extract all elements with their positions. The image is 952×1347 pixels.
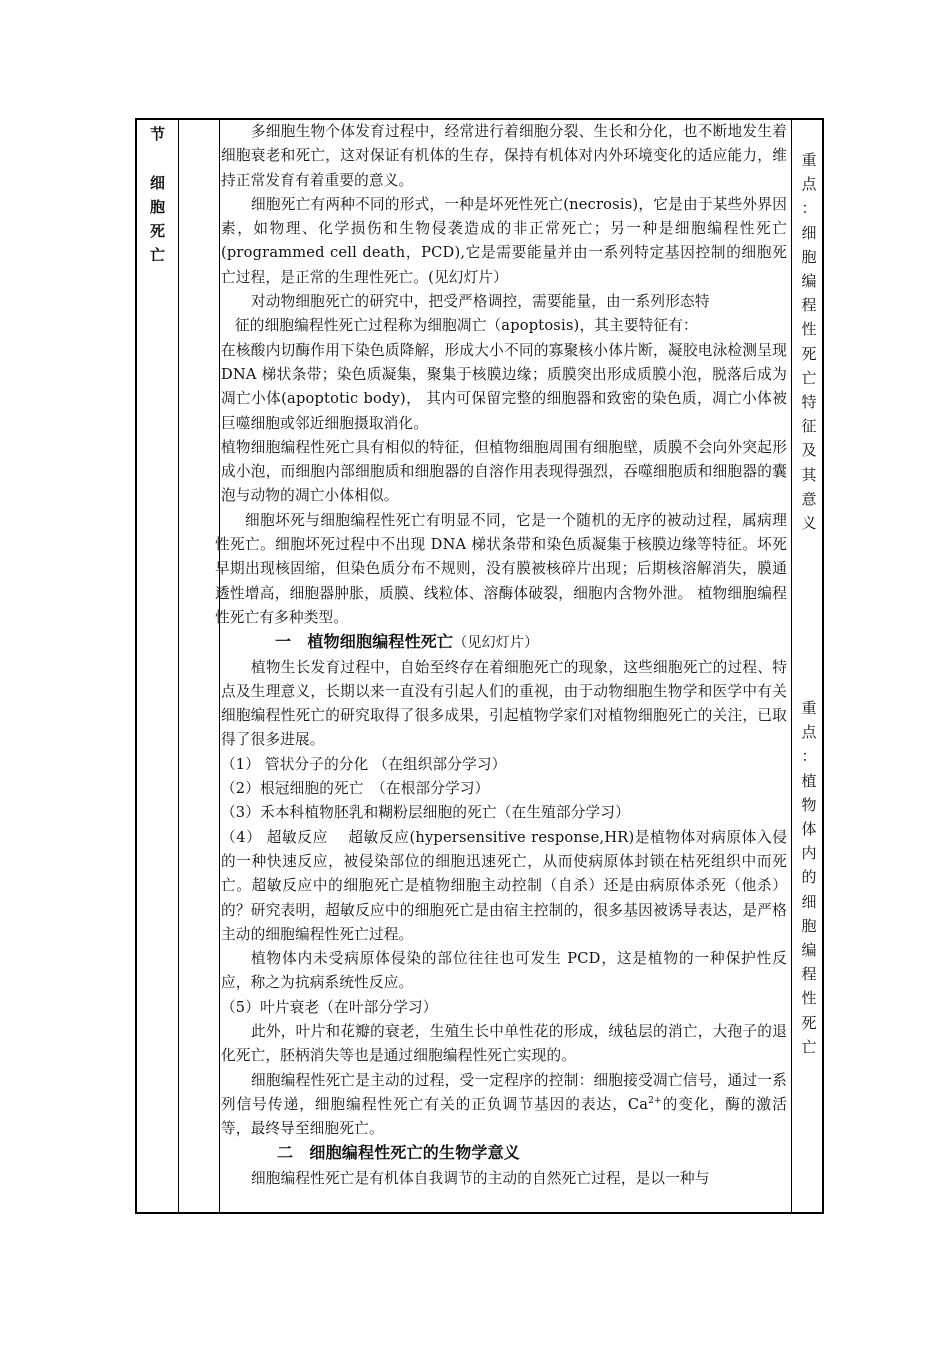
key-point-char: 点 — [801, 175, 817, 194]
key-point-char: 重 — [801, 699, 817, 717]
paragraph-text: 的变化，酶的激活等，最终导至细胞死亡。 — [221, 1095, 787, 1138]
paragraph: 植物生长发育过程中，自始至终存在着细胞死亡的现象，这些细胞死亡的过程、特点及生理意义，长期以来一直没有引起人们的重视，由于动物细胞生物学和医学中有关细胞编程性死亡的研究取得了很多成果，引起植物学家们对植物细胞死亡的关注，已取得了很多进展。 — [221, 658, 787, 749]
section-title-char: 死 — [149, 222, 165, 240]
key-point-char: 意 — [801, 489, 817, 508]
key-point-char: 胞 — [801, 916, 817, 935]
paragraph: 在核酸内切酶作用下染色质降解，形成大小不同的寡聚核小体片断，凝胶电泳检测呈现 DNA 梯状条带；染色质凝集，聚集于核膜边缘；质膜突出形成质膜小泡，脱落后成为凋亡小体(apoptotic body)， 其内可保留完整的细胞器和致密的染色质，凋亡小体被巨噬细胞或邻近细胞摄取消化。 — [221, 341, 787, 432]
key-point-char: 及 — [801, 441, 817, 460]
list-item: （3）禾本科植物胚乳和糊粉层细胞的死亡（在生殖部分学习） — [221, 804, 630, 822]
paragraph: 植物细胞编程性死亡具有相似的特征，但植物细胞周围有细胞壁，质膜不会向外突起形成小泡，而细胞内部细胞质和细胞器的自溶作用表现得强烈，吞噬细胞质和细胞器的囊泡与动物的凋亡小体相似。 — [221, 438, 787, 505]
key-point-char: 重 — [801, 151, 817, 169]
key-point-char: 性 — [801, 989, 817, 1008]
section-title-char: 细 — [149, 174, 165, 192]
heading-1-note: （见幻灯片） — [453, 635, 539, 652]
paragraph: 细胞死亡有两种不同的形式，一种是坏死性死亡(necrosis)，它是由于某些外界因素，如物理、化学损伤和生物侵袭造成的非正常死亡；另一种是细胞编程性死亡(programmed cell death，PCD),它是需要能量并由一系列特定基因控制的细胞死亡过程，是正常的生理性死亡。(见幻灯片） — [221, 195, 787, 286]
key-point-char: 植 — [801, 771, 817, 790]
paragraph: 植物体内未受病原体侵染的部位往往也可发生 PCD，这是植物的一种保护性反应，称之为抗病系统性反应。 — [221, 950, 787, 992]
key-point-char: 细 — [801, 892, 817, 911]
list-item: （4） 超敏反应 超敏反应(hypersensitive response,HR)是植物体对病原体入侵的一种快速反应，被侵染部位的细胞迅速死亡，从而使病原体封锁在枯死组织中而死亡。超敏反应中的细胞死亡是植物细胞主动控制（自杀）还是由病原体杀死（他杀）的？研究表明，超敏反应中的细胞死亡是由宿主控制的，很多基因被诱导表达，是严格主动的细胞编程性死亡过程。 — [221, 828, 787, 943]
heading-1 — [221, 630, 787, 655]
key-point-char: 其 — [801, 465, 817, 484]
key-point-char: 亡 — [801, 1037, 817, 1056]
key-point-char: 细 — [801, 223, 817, 242]
heading-1-text: 一 植物细胞编程性死亡 — [275, 632, 454, 652]
key-point-char: 征 — [801, 417, 817, 436]
key-point-char: 义 — [801, 514, 817, 533]
main-text-column — [215, 120, 787, 1191]
key-point-char: ： — [801, 199, 817, 218]
key-point-char: 体 — [801, 820, 817, 839]
paragraph: 细胞编程性死亡是有机体自我调节的主动的自然死亡过程，是以一种与 — [251, 1169, 710, 1187]
key-point-block-1 — [792, 148, 826, 535]
paragraph: 对动物细胞死亡的研究中，把受严格调控，需要能量，由一系列形态特 — [251, 293, 710, 311]
list-item: （1） 管状分子的分化 （在组织部分学习） — [221, 755, 507, 773]
column-divider — [219, 120, 220, 1212]
key-point-char: 亡 — [801, 368, 817, 387]
list-item: （5）叶片衰老（在叶部分学习） — [221, 998, 438, 1016]
key-point-char: 点 — [801, 723, 817, 742]
key-point-char: 编 — [801, 272, 817, 291]
key-point-char: ： — [801, 747, 817, 766]
key-point-char: 性 — [801, 320, 817, 339]
paragraph: 多细胞生物个体发育过程中，经常进行着细胞分裂、生长和分化，也不断地发生着细胞衰老和死亡，这对保证有机体的生存，保持有机体对内外环境变化的适应能力，维持正常发育有着重要的意义。 — [221, 123, 787, 189]
key-point-char: 程 — [801, 965, 817, 984]
heading-2 — [221, 1141, 787, 1166]
heading-2-text: 二 细胞编程性死亡的生物学意义 — [277, 1143, 521, 1163]
key-point-char: 死 — [801, 1013, 817, 1032]
paragraph-text: 细胞编程性死亡是主动的过程，受一定程序的控制：细胞接受凋亡信号，通过一系列信号传递，细胞编程性死亡有关的正负调节基因的表达，Ca — [221, 1071, 787, 1113]
paragraph: 此外，叶片和花瓣的衰老，生殖生长中单性花的形成，绒毡层的消亡，大孢子的退化死亡，胚柄消失等也是通过细胞编程性死亡实现的。 — [221, 1022, 787, 1065]
section-title-char: 节 — [149, 125, 165, 143]
list-item: （2）根冠细胞的死亡 （在根部分学习） — [221, 780, 490, 798]
key-point-char: 死 — [801, 344, 817, 363]
paragraph: 细胞坏死与细胞编程性死亡有明显不同，它是一个随机的无序的被动过程，属病理性死亡。细胞坏死过程中不出现 DNA 梯状条带和染色质凝集于核膜边缘等特征。坏死早期出现核固缩，但染色质分布不规则，没有膜被核碎片出现；后期核溶解消失，膜通透性增高，细胞器肿胀，质膜、线粒体、溶酶体破裂，细胞内含物外泄。 植物细胞编程性死亡有多种类型。 — [215, 511, 787, 626]
key-point-block-2 — [792, 696, 826, 1059]
key-point-char: 特 — [801, 393, 817, 412]
key-point-char: 内 — [801, 844, 817, 863]
key-point-char: 胞 — [801, 247, 817, 266]
column-divider — [178, 120, 179, 1212]
key-point-char: 的 — [801, 868, 817, 887]
table-frame — [135, 118, 824, 1214]
section-title-char: 胞 — [149, 198, 165, 216]
paragraph — [221, 1069, 787, 1142]
key-point-char: 物 — [801, 795, 817, 814]
section-title-char: 亡 — [149, 246, 165, 264]
superscript: 2+ — [648, 1096, 662, 1107]
key-point-char: 编 — [801, 941, 817, 960]
key-point-char: 程 — [801, 296, 817, 315]
paragraph: 征的细胞编程性死亡过程称为细胞凋亡（apoptosis)，其主要特征有： — [235, 317, 698, 335]
